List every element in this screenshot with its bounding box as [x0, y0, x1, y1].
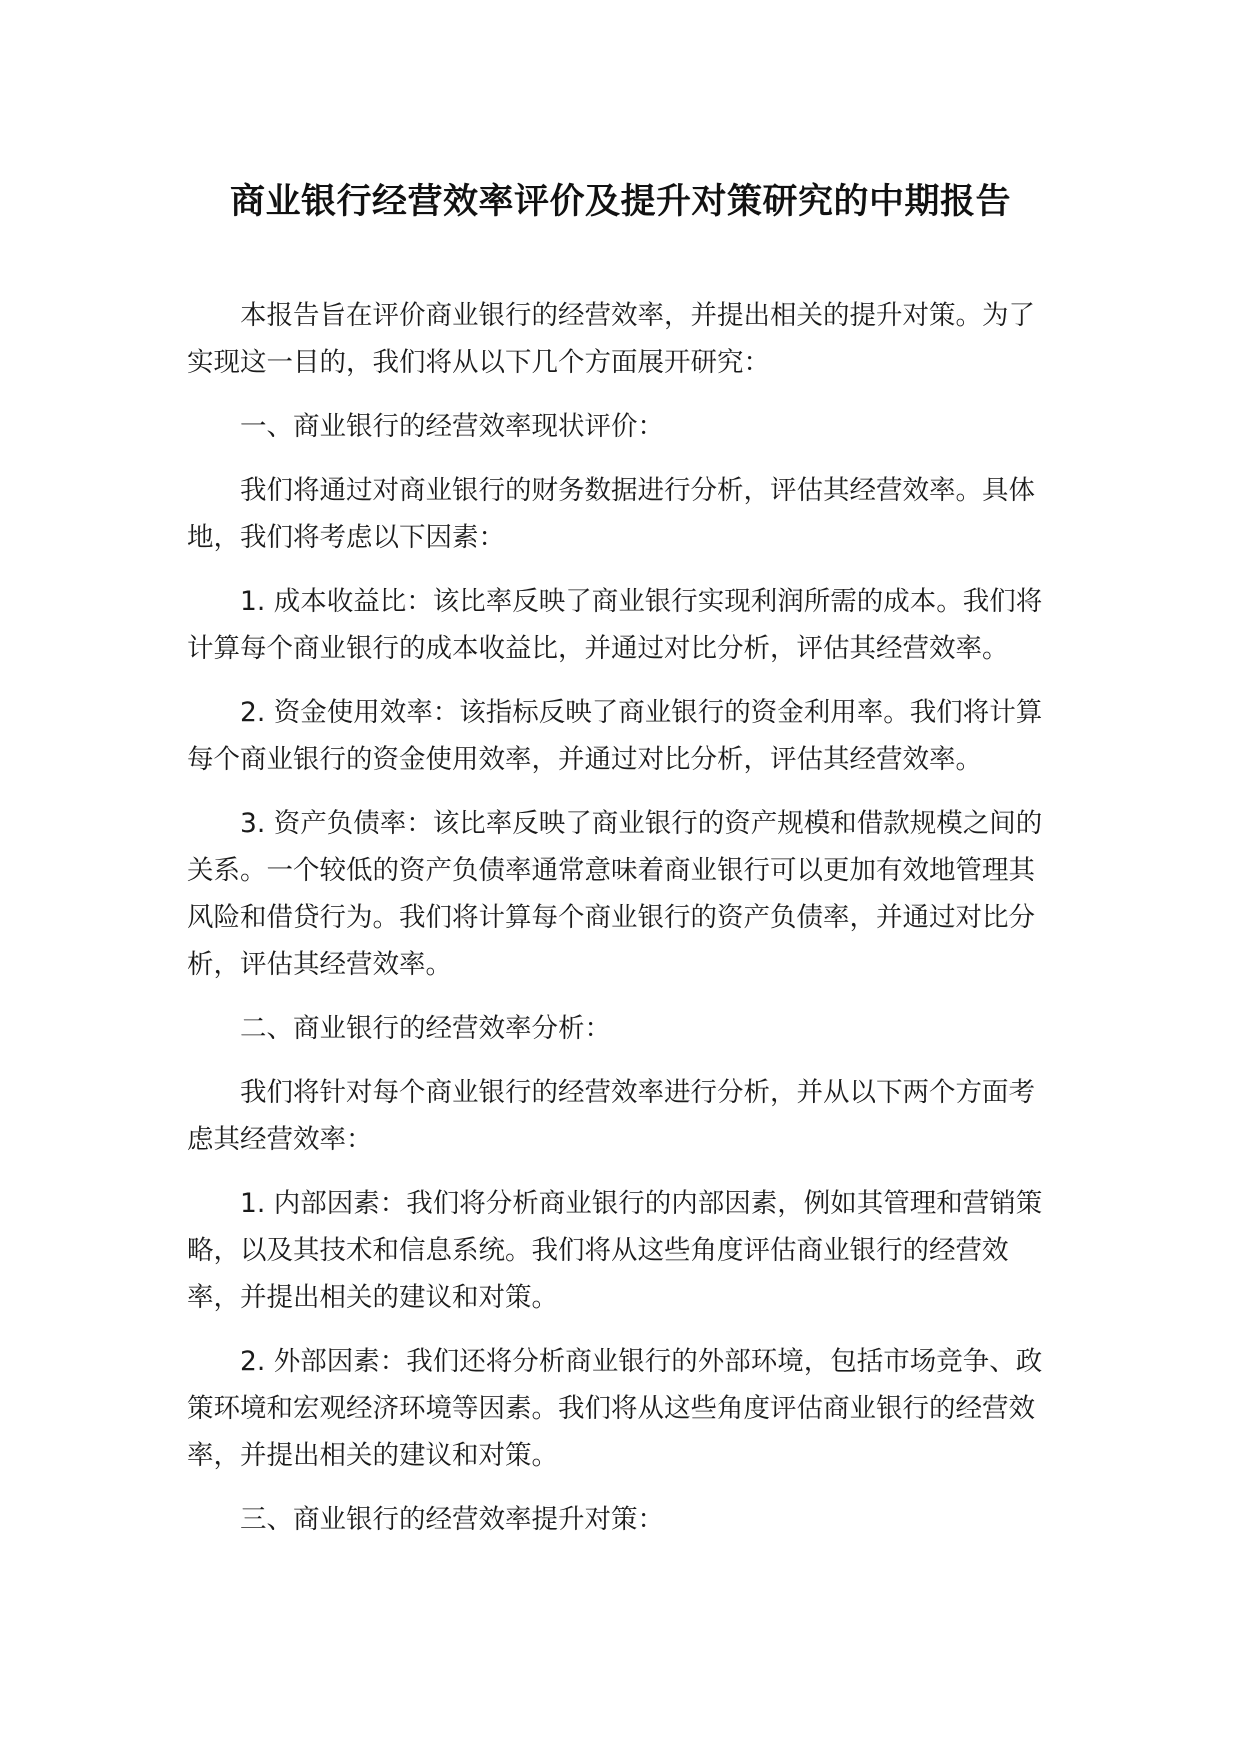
section-1-item-1: 1. 成本收益比：该比率反映了商业银行实现利润所需的成本。我们将计算每个商业银行的成本收益比，并通过对比分析，评估其经营效率。 [187, 586, 1043, 664]
section-heading-3: 三、商业银行的经营效率提升对策： [240, 1504, 664, 1535]
section-1-item-3: 3. 资产负债率：该比率反映了商业银行的资产规模和借款规模之间的关系。一个较低的资产负债率通常意味着商业银行可以更加有效地管理其风险和借贷行为。我们将计算每个商业银行的资产负债率，并通过对比分析，评估其经营效率。 [187, 808, 1043, 980]
intro-paragraph: 本报告旨在评价商业银行的经营效率，并提出相关的提升对策。为了实现这一目的，我们将从以下几个方面展开研究： [187, 300, 1035, 378]
section-2-item-2: 2. 外部因素：我们还将分析商业银行的外部环境，包括市场竞争、政策环境和宏观经济环境等因素。我们将从这些角度评估商业银行的经营效率，并提出相关的建议和对策。 [187, 1346, 1043, 1471]
document-body [187, 292, 1053, 1560]
section-1-intro-paragraph: 我们将通过对商业银行的财务数据进行分析，评估其经营效率。具体地，我们将考虑以下因素： [187, 475, 1035, 553]
section-2-intro-paragraph: 我们将针对每个商业银行的经营效率进行分析，并从以下两个方面考虑其经营效率： [187, 1077, 1035, 1155]
section-heading-2: 二、商业银行的经营效率分析： [240, 1013, 611, 1044]
section-2-item-1: 1. 内部因素：我们将分析商业银行的内部因素，例如其管理和营销策略，以及其技术和信息系统。我们将从这些角度评估商业银行的经营效率，并提出相关的建议和对策。 [187, 1188, 1043, 1313]
section-1-item-2: 2. 资金使用效率：该指标反映了商业银行的资金利用率。我们将计算每个商业银行的资金使用效率，并通过对比分析，评估其经营效率。 [187, 697, 1043, 775]
document-title: 商业银行经营效率评价及提升对策研究的中期报告 [229, 182, 1011, 222]
section-heading-1: 一、商业银行的经营效率现状评价： [240, 411, 664, 442]
